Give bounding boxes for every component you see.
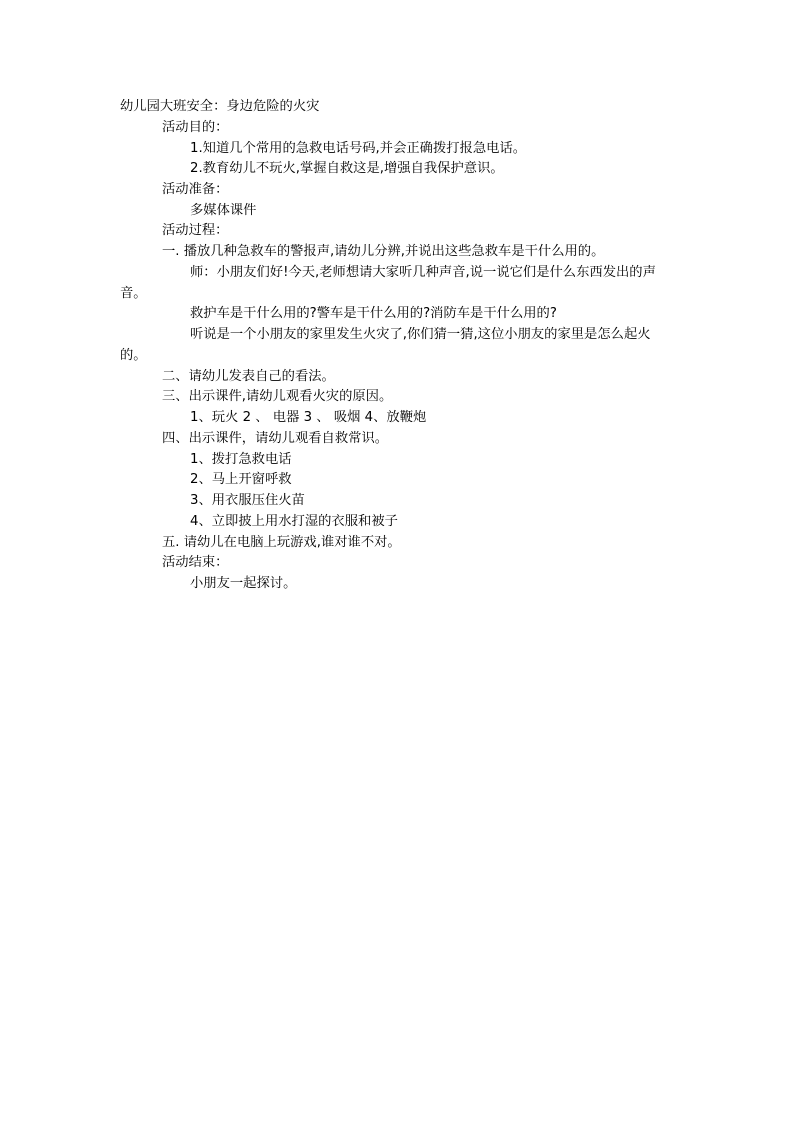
step4-item-1: 1、拨打急救电话 [190, 452, 292, 467]
step4-item-4: 4、立即披上用水打湿的衣服和被子 [190, 514, 398, 529]
conclusion-item-1: 小朋友一起探讨。 [190, 576, 297, 591]
process-step-5: 五. 请幼儿在电脑上玩游戏,谁对谁不对。 [162, 535, 401, 550]
section-heading-purpose: 活动目的： [162, 120, 229, 135]
purpose-item-2: 2.教育幼儿不玩火,掌握自救这是,增强自我保护意识。 [190, 161, 504, 176]
purpose-item-1: 1.知道几个常用的急救电话号码,并会正确拨打报急电话。 [190, 141, 527, 156]
step1-paragraph-2: 救护车是干什么用的?警车是干什么用的?消防车是干什么用的? [190, 306, 557, 321]
process-step-3: 三、出示课件,请幼儿观看火灾的原因。 [162, 389, 393, 404]
section-heading-preparation: 活动准备： [162, 182, 229, 197]
process-step-1: 一. 播放几种急救车的警报声,请幼儿分辨,并说出这些急救车是干什么用的。 [162, 244, 605, 259]
step4-item-3: 3、用衣服压住火苗 [190, 493, 305, 508]
document-title: 幼儿园大班安全：身边危险的火灾 [120, 99, 320, 114]
step1-paragraph-1-continued: 音。 [120, 286, 147, 301]
section-heading-process: 活动过程： [162, 223, 229, 238]
process-step-4: 四、出示课件，请幼儿观看自救常识。 [162, 431, 389, 446]
step1-paragraph-1: 师：小朋友们好!今天,老师想请大家听几种声音,说一说它们是什么东西发出的声 [190, 265, 656, 280]
section-heading-conclusion: 活动结束： [162, 555, 229, 570]
process-step-2: 二、请幼儿发表自己的看法。 [162, 369, 335, 384]
step4-item-2: 2、马上开窗呼救 [190, 472, 292, 487]
step1-paragraph-3-continued: 的。 [120, 348, 147, 363]
preparation-item-1: 多媒体课件 [190, 203, 257, 218]
step3-items: 1、玩火 2 、 电器 3 、 吸烟 4、放鞭炮 [190, 410, 427, 425]
step1-paragraph-3: 听说是一个小朋友的家里发生火灾了,你们猜一猜,这位小朋友的家里是怎么起火 [190, 327, 651, 342]
